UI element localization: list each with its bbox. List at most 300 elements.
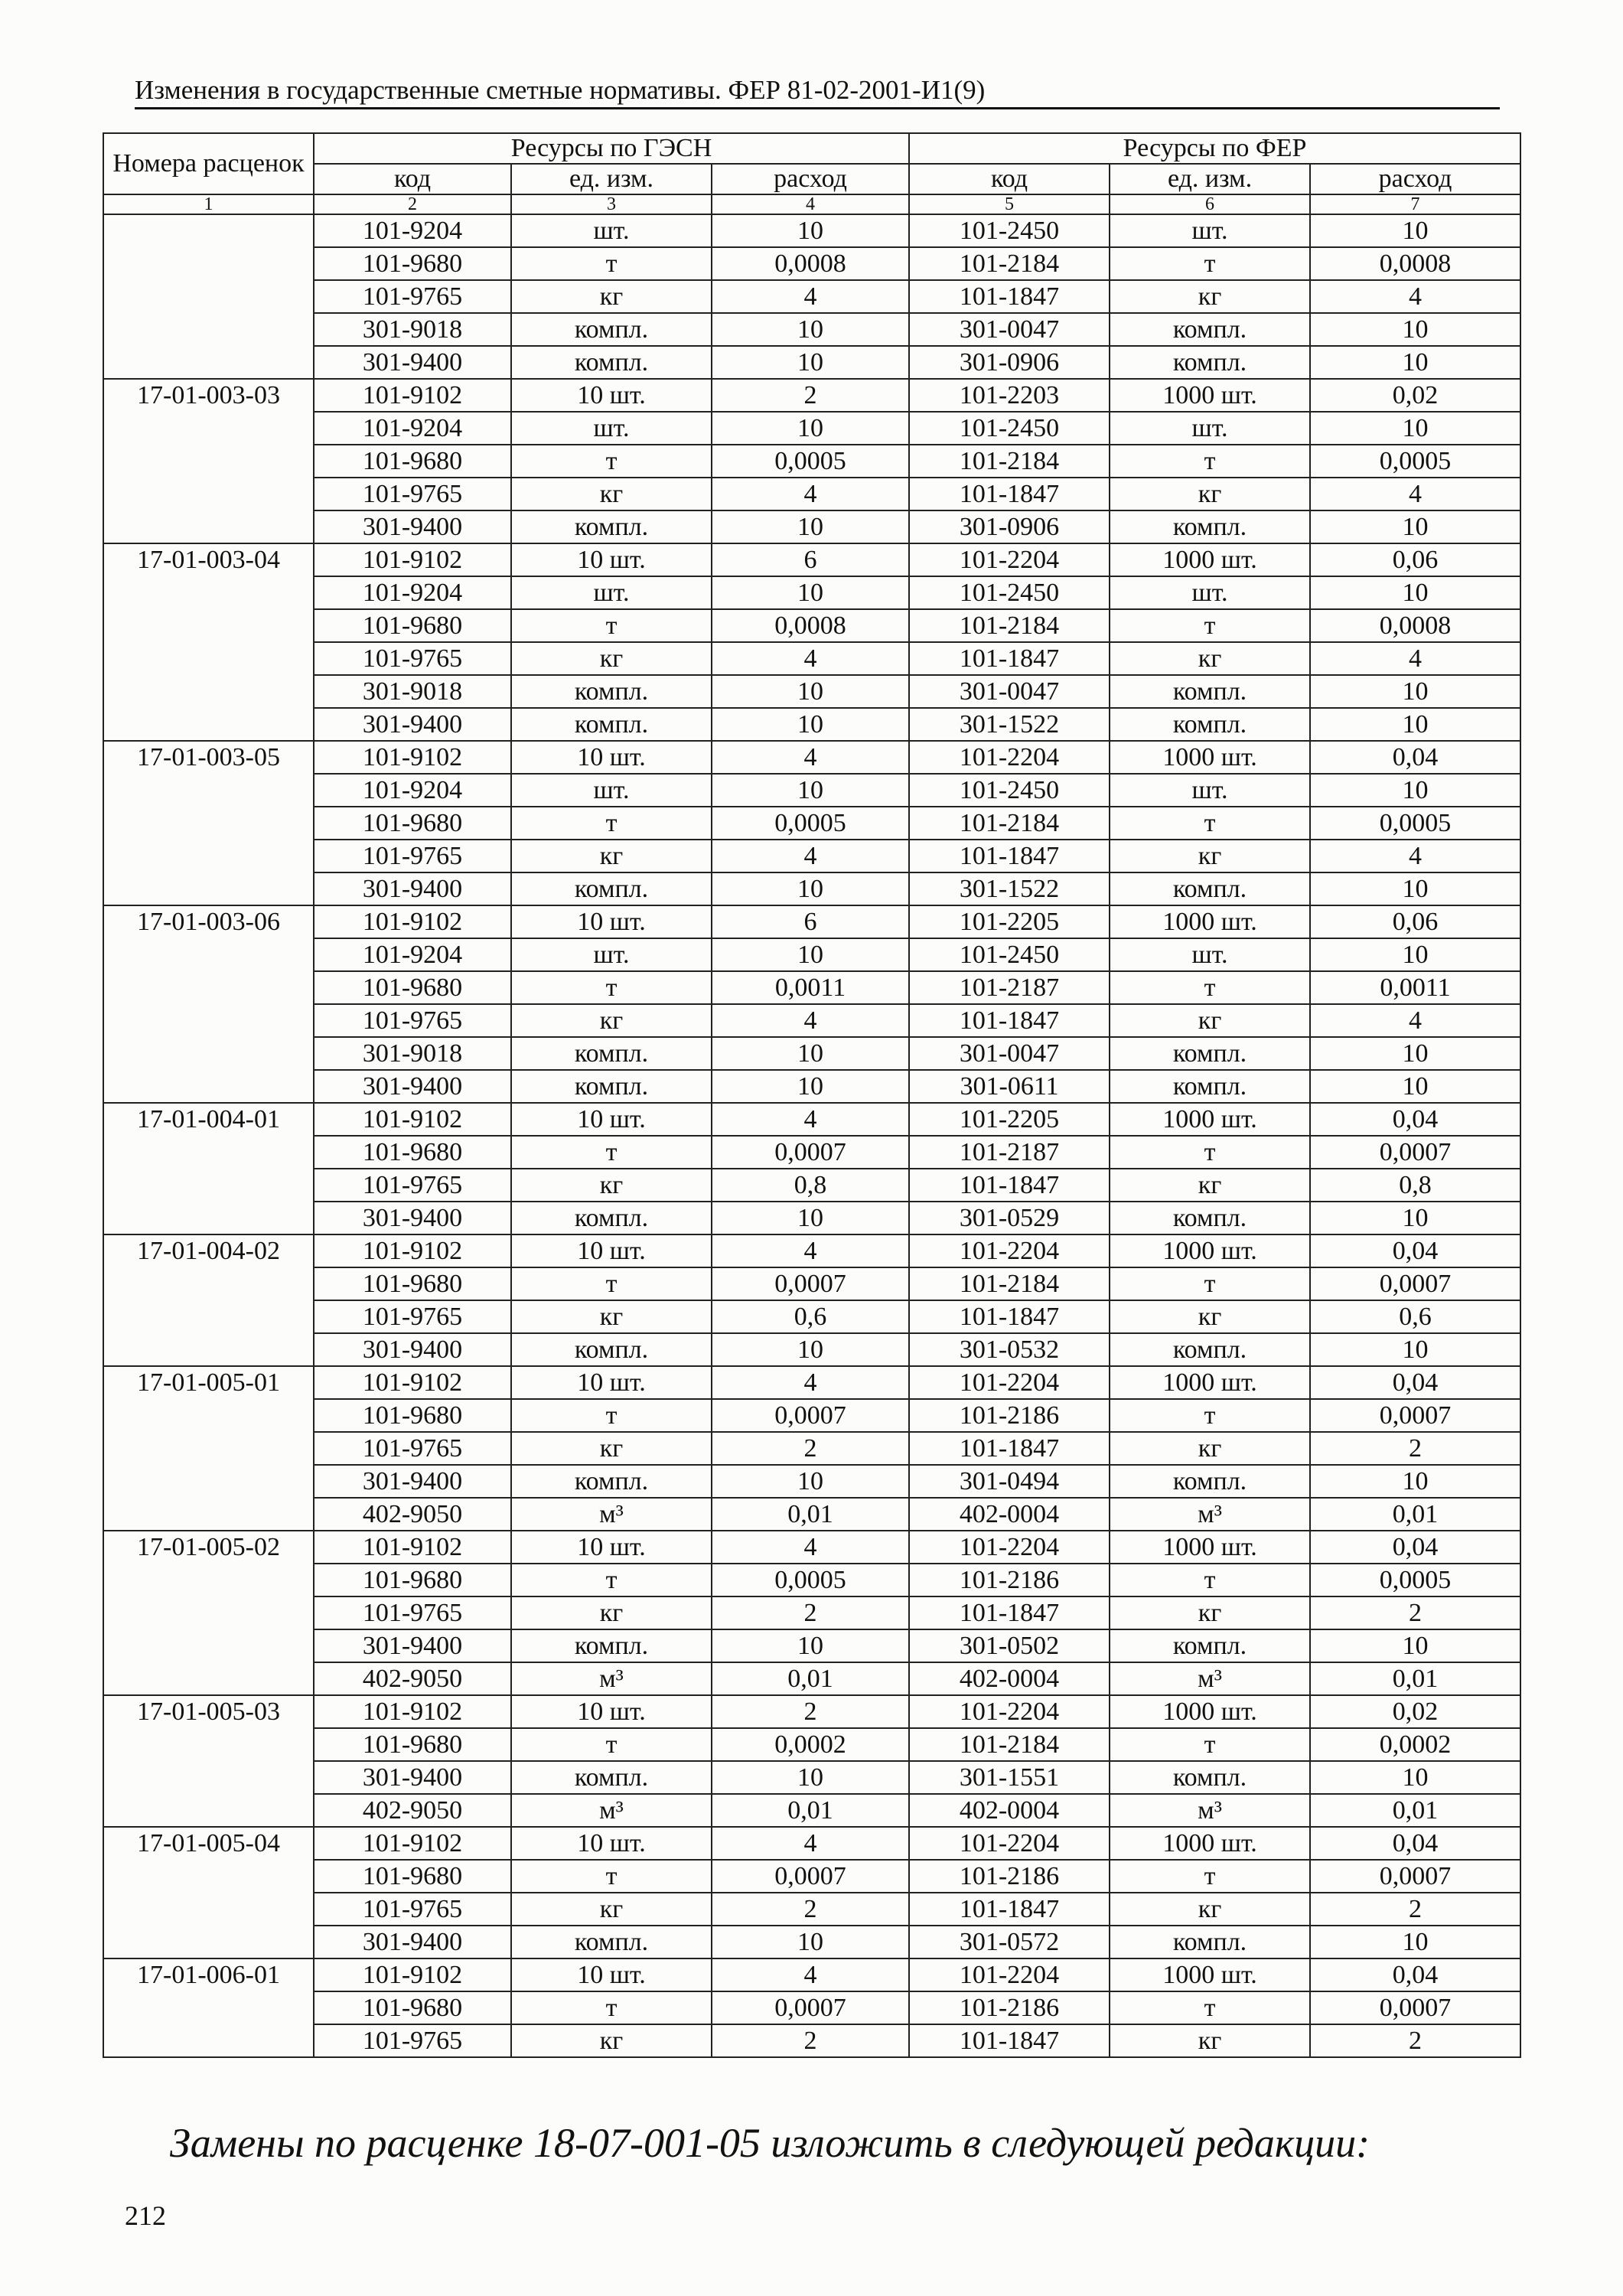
fer-code-cell: 101-2204: [909, 1531, 1110, 1564]
fer-qty-cell: 0,04: [1310, 741, 1520, 774]
gesn-code-cell: 101-9102: [314, 379, 511, 412]
gesn-unit-cell: т: [511, 807, 712, 840]
fer-code-cell: 101-2184: [909, 247, 1110, 280]
table-row: [103, 1629, 1520, 1662]
fer-qty-cell: 0,04: [1310, 1531, 1520, 1564]
gesn-code-cell: 101-9102: [314, 543, 511, 576]
gesn-qty-cell: 10: [712, 1333, 909, 1366]
gesn-code-cell: 101-9765: [314, 280, 511, 313]
gesn-qty-cell: 0,01: [712, 1498, 909, 1531]
table-row: [103, 642, 1520, 675]
gesn-unit-cell: т: [511, 971, 712, 1004]
gesn-qty-cell: 2: [712, 379, 909, 412]
gesn-unit-cell: 10 шт.: [511, 379, 712, 412]
gesn-qty-cell: 4: [712, 741, 909, 774]
gesn-code-cell: 101-9102: [314, 1827, 511, 1860]
gesn-qty-cell: 4: [712, 1827, 909, 1860]
gesn-code-cell: 301-9400: [314, 708, 511, 741]
fer-qty-cell: 0,0007: [1310, 1991, 1520, 2024]
header-fer-code: код: [909, 164, 1110, 194]
fer-qty-cell: 0,0007: [1310, 1136, 1520, 1169]
fer-unit-cell: кг: [1110, 1169, 1310, 1202]
table-row: [103, 1169, 1520, 1202]
fer-qty-cell: 0,06: [1310, 543, 1520, 576]
fer-qty-cell: 10: [1310, 313, 1520, 346]
fer-code-cell: 101-2204: [909, 1958, 1110, 1991]
gesn-qty-cell: 4: [712, 642, 909, 675]
gesn-code-cell: 101-9102: [314, 1958, 511, 1991]
table-row: [103, 1596, 1520, 1629]
table-row: [103, 872, 1520, 905]
fer-code-cell: 101-1847: [909, 2024, 1110, 2057]
gesn-unit-cell: т: [511, 1991, 712, 2024]
table-row: [103, 1399, 1520, 1432]
fer-qty-cell: 0,0005: [1310, 445, 1520, 478]
gesn-code-cell: 101-9102: [314, 905, 511, 938]
gesn-unit-cell: кг: [511, 840, 712, 872]
fer-qty-cell: 0,0008: [1310, 609, 1520, 642]
table-row: [103, 1432, 1520, 1465]
header-gesn-unit: ед. изм.: [511, 164, 712, 194]
table-row: [103, 708, 1520, 741]
gesn-unit-cell: шт.: [511, 576, 712, 609]
gesn-code-cell: 101-9680: [314, 1991, 511, 2024]
header-fer-group: Ресурсы по ФЕР: [909, 133, 1520, 164]
table-row: [103, 609, 1520, 642]
gesn-qty-cell: 4: [712, 1004, 909, 1037]
table-row: [103, 1926, 1520, 1958]
table-row: [103, 971, 1520, 1004]
fer-unit-cell: т: [1110, 1728, 1310, 1761]
fer-unit-cell: кг: [1110, 1004, 1310, 1037]
fer-code-cell: 301-0047: [909, 313, 1110, 346]
gesn-qty-cell: 10: [712, 214, 909, 247]
fer-code-cell: 101-2186: [909, 1399, 1110, 1432]
col-number: 4: [712, 194, 909, 214]
gesn-qty-cell: 2: [712, 1596, 909, 1629]
fer-qty-cell: 10: [1310, 872, 1520, 905]
gesn-code-cell: 402-9050: [314, 1662, 511, 1695]
gesn-qty-cell: 10: [712, 1202, 909, 1234]
gesn-unit-cell: 10 шт.: [511, 1234, 712, 1267]
gesn-unit-cell: т: [511, 1136, 712, 1169]
fer-unit-cell: кг: [1110, 840, 1310, 872]
gesn-unit-cell: 10 шт.: [511, 543, 712, 576]
gesn-qty-cell: 10: [712, 1037, 909, 1070]
fer-qty-cell: 0,0005: [1310, 1564, 1520, 1596]
fer-unit-cell: компл.: [1110, 1037, 1310, 1070]
gesn-qty-cell: 10: [712, 1629, 909, 1662]
table-row: [103, 675, 1520, 708]
table-row: [103, 1695, 1520, 1728]
gesn-unit-cell: компл.: [511, 1202, 712, 1234]
fer-unit-cell: 1000 шт.: [1110, 741, 1310, 774]
col-number: 3: [511, 194, 712, 214]
table-row: [103, 1004, 1520, 1037]
gesn-unit-cell: т: [511, 1267, 712, 1300]
fer-unit-cell: компл.: [1110, 1202, 1310, 1234]
fer-qty-cell: 4: [1310, 478, 1520, 510]
fer-qty-cell: 10: [1310, 1465, 1520, 1498]
gesn-qty-cell: 4: [712, 1531, 909, 1564]
gesn-qty-cell: 0,0002: [712, 1728, 909, 1761]
fer-qty-cell: 2: [1310, 1893, 1520, 1926]
gesn-unit-cell: кг: [511, 478, 712, 510]
gesn-code-cell: 101-9102: [314, 741, 511, 774]
table-row: [103, 280, 1520, 313]
fer-qty-cell: 10: [1310, 774, 1520, 807]
gesn-unit-cell: компл.: [511, 675, 712, 708]
gesn-unit-cell: т: [511, 609, 712, 642]
gesn-code-cell: 101-9765: [314, 1596, 511, 1629]
gesn-unit-cell: шт.: [511, 938, 712, 971]
fer-code-cell: 301-0494: [909, 1465, 1110, 1498]
fer-unit-cell: 1000 шт.: [1110, 543, 1310, 576]
gesn-code-cell: 101-9765: [314, 642, 511, 675]
fer-code-cell: 101-2204: [909, 1827, 1110, 1860]
fer-qty-cell: 10: [1310, 346, 1520, 379]
fer-qty-cell: 10: [1310, 675, 1520, 708]
gesn-code-cell: 301-9018: [314, 675, 511, 708]
table-row: [103, 1465, 1520, 1498]
gesn-unit-cell: т: [511, 1399, 712, 1432]
header-rates: Номера расценок: [103, 133, 314, 194]
resources-table: [103, 132, 1521, 2058]
fer-qty-cell: 10: [1310, 1070, 1520, 1103]
gesn-qty-cell: 10: [712, 1926, 909, 1958]
fer-unit-cell: 1000 шт.: [1110, 1827, 1310, 1860]
table-row: [103, 1794, 1520, 1827]
gesn-unit-cell: кг: [511, 2024, 712, 2057]
gesn-qty-cell: 4: [712, 1103, 909, 1136]
gesn-unit-cell: компл.: [511, 313, 712, 346]
gesn-qty-cell: 10: [712, 313, 909, 346]
gesn-qty-cell: 10: [712, 1070, 909, 1103]
gesn-qty-cell: 0,01: [712, 1662, 909, 1695]
fer-unit-cell: компл.: [1110, 1761, 1310, 1794]
fer-unit-cell: м³: [1110, 1498, 1310, 1531]
gesn-unit-cell: м³: [511, 1498, 712, 1531]
gesn-unit-cell: 10 шт.: [511, 905, 712, 938]
gesn-code-cell: 101-9204: [314, 576, 511, 609]
fer-unit-cell: кг: [1110, 478, 1310, 510]
fer-unit-cell: шт.: [1110, 576, 1310, 609]
fer-qty-cell: 0,0011: [1310, 971, 1520, 1004]
table-row: [103, 2024, 1520, 2057]
gesn-code-cell: 301-9400: [314, 1202, 511, 1234]
fer-qty-cell: 0,0005: [1310, 807, 1520, 840]
gesn-unit-cell: т: [511, 445, 712, 478]
gesn-qty-cell: 0,0005: [712, 807, 909, 840]
gesn-qty-cell: 10: [712, 708, 909, 741]
fer-unit-cell: кг: [1110, 1300, 1310, 1333]
fer-code-cell: 301-0611: [909, 1070, 1110, 1103]
gesn-unit-cell: кг: [511, 1169, 712, 1202]
gesn-qty-cell: 4: [712, 1958, 909, 1991]
fer-code-cell: 101-2186: [909, 1564, 1110, 1596]
fer-unit-cell: компл.: [1110, 346, 1310, 379]
fer-code-cell: 101-2205: [909, 1103, 1110, 1136]
gesn-qty-cell: 0,6: [712, 1300, 909, 1333]
gesn-qty-cell: 4: [712, 1366, 909, 1399]
fer-qty-cell: 4: [1310, 1004, 1520, 1037]
fer-code-cell: 101-2204: [909, 1366, 1110, 1399]
gesn-code-cell: 101-9204: [314, 774, 511, 807]
gesn-code-cell: 101-9680: [314, 247, 511, 280]
fer-code-cell: 101-2205: [909, 905, 1110, 938]
gesn-code-cell: 301-9400: [314, 1926, 511, 1958]
fer-code-cell: 101-2450: [909, 214, 1110, 247]
table-row: [103, 1300, 1520, 1333]
table-row: [103, 1728, 1520, 1761]
fer-unit-cell: 1000 шт.: [1110, 1695, 1310, 1728]
fer-code-cell: 101-1847: [909, 642, 1110, 675]
gesn-code-cell: 101-9102: [314, 1695, 511, 1728]
rate-code-cell: 17-01-005-03: [103, 1695, 314, 1827]
table-row: [103, 445, 1520, 478]
fer-code-cell: 301-0906: [909, 510, 1110, 543]
fer-code-cell: 101-2450: [909, 938, 1110, 971]
fer-qty-cell: 0,04: [1310, 1958, 1520, 1991]
rate-code-cell: 17-01-005-01: [103, 1366, 314, 1531]
gesn-code-cell: 101-9680: [314, 1564, 511, 1596]
gesn-qty-cell: 2: [712, 1432, 909, 1465]
gesn-qty-cell: 10: [712, 938, 909, 971]
gesn-qty-cell: 6: [712, 543, 909, 576]
rate-code-cell: 17-01-004-01: [103, 1103, 314, 1234]
fer-qty-cell: 10: [1310, 708, 1520, 741]
fer-code-cell: 101-2186: [909, 1860, 1110, 1893]
fer-qty-cell: 0,01: [1310, 1662, 1520, 1695]
fer-qty-cell: 0,0008: [1310, 247, 1520, 280]
fer-code-cell: 101-2450: [909, 774, 1110, 807]
gesn-qty-cell: 0,0007: [712, 1860, 909, 1893]
fer-qty-cell: 0,04: [1310, 1827, 1520, 1860]
gesn-qty-cell: 10: [712, 774, 909, 807]
rate-code-cell: 17-01-003-03: [103, 379, 314, 543]
gesn-unit-cell: м³: [511, 1794, 712, 1827]
fer-code-cell: 301-0532: [909, 1333, 1110, 1366]
fer-code-cell: 301-0572: [909, 1926, 1110, 1958]
header-fer-unit: ед. изм.: [1110, 164, 1310, 194]
fer-code-cell: 402-0004: [909, 1498, 1110, 1531]
fer-code-cell: 301-0047: [909, 675, 1110, 708]
gesn-code-cell: 101-9102: [314, 1103, 511, 1136]
gesn-unit-cell: компл.: [511, 510, 712, 543]
fer-qty-cell: 0,8: [1310, 1169, 1520, 1202]
gesn-code-cell: 101-9204: [314, 214, 511, 247]
rate-code-cell: 17-01-004-02: [103, 1234, 314, 1366]
gesn-unit-cell: 10 шт.: [511, 1827, 712, 1860]
fer-unit-cell: компл.: [1110, 1465, 1310, 1498]
fer-qty-cell: 10: [1310, 576, 1520, 609]
fer-unit-cell: 1000 шт.: [1110, 379, 1310, 412]
fer-qty-cell: 2: [1310, 2024, 1520, 2057]
fer-code-cell: 101-1847: [909, 280, 1110, 313]
fer-qty-cell: 0,04: [1310, 1103, 1520, 1136]
header-gesn-code: код: [314, 164, 511, 194]
table-body: [103, 214, 1520, 2057]
gesn-qty-cell: 0,0005: [712, 1564, 909, 1596]
gesn-unit-cell: кг: [511, 1004, 712, 1037]
gesn-unit-cell: шт.: [511, 774, 712, 807]
fer-unit-cell: компл.: [1110, 675, 1310, 708]
fer-unit-cell: т: [1110, 1399, 1310, 1432]
gesn-unit-cell: т: [511, 247, 712, 280]
fer-qty-cell: 4: [1310, 280, 1520, 313]
gesn-code-cell: 301-9400: [314, 872, 511, 905]
fer-code-cell: 101-2187: [909, 971, 1110, 1004]
fer-code-cell: 101-2184: [909, 1267, 1110, 1300]
fer-qty-cell: 2: [1310, 1596, 1520, 1629]
fer-code-cell: 101-1847: [909, 840, 1110, 872]
table-row: [103, 379, 1520, 412]
table-row: [103, 1761, 1520, 1794]
gesn-code-cell: 101-9680: [314, 807, 511, 840]
table-row: [103, 313, 1520, 346]
gesn-qty-cell: 10: [712, 412, 909, 445]
table-row: [103, 1267, 1520, 1300]
fer-code-cell: 301-1522: [909, 872, 1110, 905]
fer-qty-cell: 10: [1310, 1202, 1520, 1234]
table-row: [103, 1958, 1520, 1991]
gesn-code-cell: 301-9400: [314, 1070, 511, 1103]
gesn-qty-cell: 0,0008: [712, 609, 909, 642]
gesn-code-cell: 101-9765: [314, 478, 511, 510]
fer-unit-cell: компл.: [1110, 708, 1310, 741]
table-row: [103, 543, 1520, 576]
gesn-unit-cell: компл.: [511, 1465, 712, 1498]
table-row: [103, 774, 1520, 807]
fer-qty-cell: 0,6: [1310, 1300, 1520, 1333]
table-row: [103, 247, 1520, 280]
gesn-unit-cell: кг: [511, 280, 712, 313]
fer-unit-cell: т: [1110, 807, 1310, 840]
gesn-qty-cell: 0,0008: [712, 247, 909, 280]
gesn-unit-cell: 10 шт.: [511, 1958, 712, 1991]
table-row: [103, 1531, 1520, 1564]
fer-qty-cell: 0,0007: [1310, 1267, 1520, 1300]
fer-unit-cell: 1000 шт.: [1110, 1366, 1310, 1399]
gesn-code-cell: 101-9765: [314, 1432, 511, 1465]
gesn-unit-cell: т: [511, 1860, 712, 1893]
fer-code-cell: 101-2184: [909, 807, 1110, 840]
gesn-code-cell: 101-9765: [314, 1004, 511, 1037]
gesn-unit-cell: т: [511, 1564, 712, 1596]
fer-qty-cell: 10: [1310, 1037, 1520, 1070]
gesn-code-cell: 301-9400: [314, 1761, 511, 1794]
fer-unit-cell: компл.: [1110, 1333, 1310, 1366]
gesn-code-cell: 402-9050: [314, 1794, 511, 1827]
gesn-qty-cell: 4: [712, 478, 909, 510]
gesn-qty-cell: 2: [712, 1695, 909, 1728]
gesn-unit-cell: шт.: [511, 214, 712, 247]
fer-code-cell: 101-2184: [909, 445, 1110, 478]
gesn-unit-cell: компл.: [511, 1629, 712, 1662]
fer-qty-cell: 10: [1310, 412, 1520, 445]
gesn-qty-cell: 0,0007: [712, 1991, 909, 2024]
gesn-qty-cell: 0,0007: [712, 1399, 909, 1432]
table-row: [103, 1662, 1520, 1695]
gesn-unit-cell: компл.: [511, 1761, 712, 1794]
fer-qty-cell: 0,02: [1310, 379, 1520, 412]
table-row: [103, 478, 1520, 510]
gesn-code-cell: 301-9400: [314, 510, 511, 543]
fer-unit-cell: компл.: [1110, 1926, 1310, 1958]
fer-unit-cell: шт.: [1110, 214, 1310, 247]
fer-code-cell: 101-1847: [909, 1893, 1110, 1926]
fer-qty-cell: 10: [1310, 510, 1520, 543]
fer-qty-cell: 10: [1310, 1761, 1520, 1794]
fer-qty-cell: 0,01: [1310, 1794, 1520, 1827]
fer-code-cell: 101-1847: [909, 1169, 1110, 1202]
gesn-unit-cell: компл.: [511, 1070, 712, 1103]
gesn-qty-cell: 10: [712, 1465, 909, 1498]
fer-qty-cell: 10: [1310, 1629, 1520, 1662]
table-row: [103, 1564, 1520, 1596]
gesn-code-cell: 101-9680: [314, 609, 511, 642]
fer-unit-cell: компл.: [1110, 1629, 1310, 1662]
table-row: [103, 1070, 1520, 1103]
gesn-code-cell: 101-9765: [314, 1169, 511, 1202]
gesn-code-cell: 402-9050: [314, 1498, 511, 1531]
fer-code-cell: 101-2203: [909, 379, 1110, 412]
fer-unit-cell: 1000 шт.: [1110, 1103, 1310, 1136]
col-number: 7: [1310, 194, 1520, 214]
gesn-unit-cell: кг: [511, 1596, 712, 1629]
table-row: [103, 214, 1520, 247]
fer-unit-cell: 1000 шт.: [1110, 1234, 1310, 1267]
gesn-qty-cell: 6: [712, 905, 909, 938]
fer-unit-cell: кг: [1110, 2024, 1310, 2057]
gesn-unit-cell: кг: [511, 1432, 712, 1465]
fer-code-cell: 301-0047: [909, 1037, 1110, 1070]
table-row: [103, 412, 1520, 445]
gesn-code-cell: 101-9102: [314, 1531, 511, 1564]
gesn-qty-cell: 0,01: [712, 1794, 909, 1827]
fer-code-cell: 101-2204: [909, 741, 1110, 774]
gesn-code-cell: 301-9400: [314, 346, 511, 379]
gesn-code-cell: 301-9400: [314, 1333, 511, 1366]
fer-code-cell: 101-2450: [909, 412, 1110, 445]
rate-code-cell: 17-01-005-02: [103, 1531, 314, 1695]
fer-unit-cell: т: [1110, 1267, 1310, 1300]
fer-qty-cell: 10: [1310, 938, 1520, 971]
fer-unit-cell: т: [1110, 609, 1310, 642]
fer-unit-cell: т: [1110, 1860, 1310, 1893]
fer-unit-cell: кг: [1110, 1893, 1310, 1926]
gesn-unit-cell: компл.: [511, 1333, 712, 1366]
gesn-qty-cell: 2: [712, 2024, 909, 2057]
fer-code-cell: 101-2184: [909, 1728, 1110, 1761]
rate-code-cell: 17-01-003-06: [103, 905, 314, 1103]
table-row: [103, 1202, 1520, 1234]
fer-unit-cell: кг: [1110, 1596, 1310, 1629]
fer-qty-cell: 10: [1310, 1926, 1520, 1958]
fer-qty-cell: 4: [1310, 642, 1520, 675]
fer-unit-cell: т: [1110, 1136, 1310, 1169]
gesn-qty-cell: 2: [712, 1893, 909, 1926]
fer-code-cell: 402-0004: [909, 1662, 1110, 1695]
fer-unit-cell: компл.: [1110, 313, 1310, 346]
fer-unit-cell: 1000 шт.: [1110, 905, 1310, 938]
gesn-code-cell: 101-9680: [314, 1267, 511, 1300]
fer-unit-cell: шт.: [1110, 412, 1310, 445]
rate-code-cell: 17-01-003-05: [103, 741, 314, 905]
table-row: [103, 938, 1520, 971]
gesn-unit-cell: кг: [511, 642, 712, 675]
gesn-qty-cell: 10: [712, 510, 909, 543]
